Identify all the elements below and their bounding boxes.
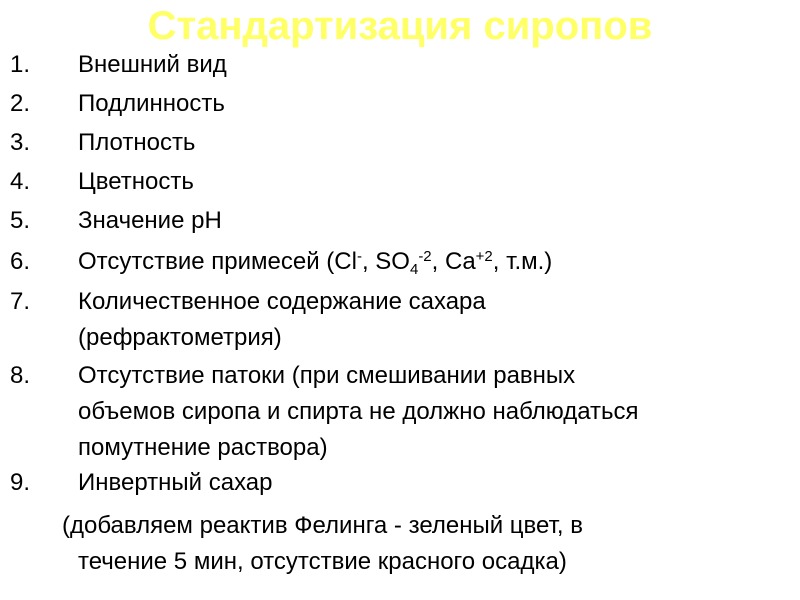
list-item-number: 4. <box>10 168 31 195</box>
list-item-number: 3. <box>10 129 31 156</box>
list-item-text <box>78 284 486 356</box>
list-item-text <box>78 244 552 280</box>
list-item-line: (рефрактометрия) <box>78 324 282 351</box>
note-line: (добавляем реактив Фелинга - зеленый цвет, в <box>62 512 584 539</box>
impurities-text: Отсутствие примесей (Cl <box>78 248 357 275</box>
list-item-number: 7. <box>10 288 31 315</box>
note-line: течение 5 мин, отсутствие красного осадка) <box>78 548 567 575</box>
sulfate-text: , SO <box>361 248 410 275</box>
list-item-text: Плотность <box>78 129 196 156</box>
list-item-number: 5. <box>10 207 31 234</box>
list-item-line: Отсутствие патоки (при смешивании равных <box>78 362 576 389</box>
list-item-number: 1. <box>10 51 31 78</box>
list-item-number: 9. <box>10 469 31 496</box>
list-item-number: 2. <box>10 90 31 117</box>
list-item-line: Количественное содержание сахара <box>78 288 486 315</box>
slide-title: Стандартизация сиропов <box>147 4 653 48</box>
list-item-number: 6. <box>10 248 31 275</box>
list-item-text: Значение рН <box>78 207 222 234</box>
list-item-text: Цветность <box>78 168 194 195</box>
chloride-charge: - <box>356 247 362 265</box>
heavy-metals-text: , т.м.) <box>492 248 553 275</box>
list-item-text: Подлинность <box>78 90 225 117</box>
list-item-line: объемов сиропа и спирта не должно наблюдаться <box>78 398 639 425</box>
calcium-charge: +2 <box>475 247 493 265</box>
list-item-line: помутнение раствора) <box>78 434 328 461</box>
list-item-text: Инвертный сахар <box>78 469 273 496</box>
list-item-text: Внешний вид <box>78 51 227 78</box>
calcium-text: , Ca <box>431 248 476 275</box>
sulfate-charge: -2 <box>418 247 432 265</box>
list-item-number: 8. <box>10 362 31 389</box>
list-item-text <box>78 358 639 466</box>
sulfate-subscript: 4 <box>409 261 419 279</box>
